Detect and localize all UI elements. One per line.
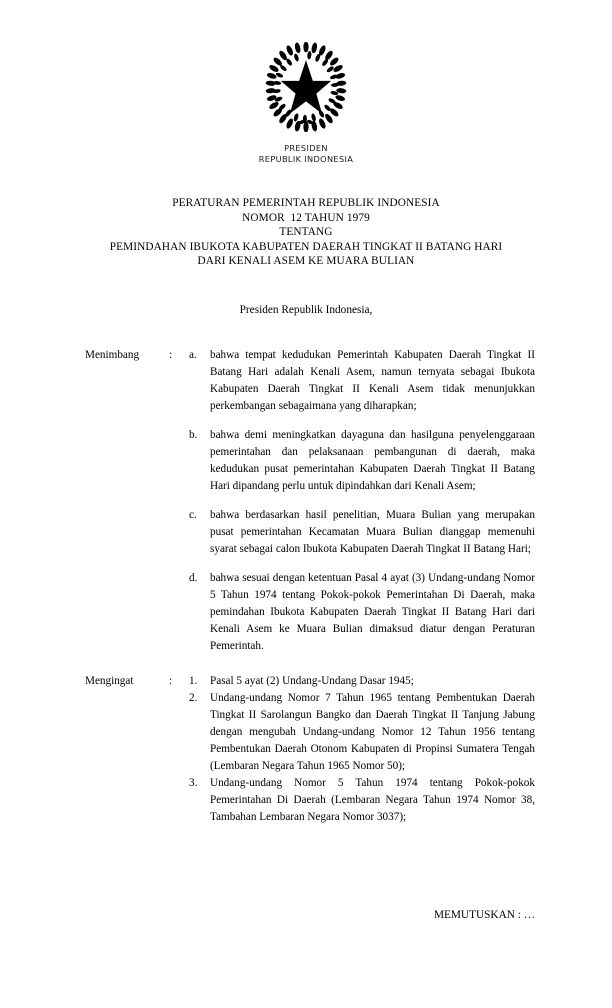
mengingat-colon: : <box>169 674 173 687</box>
title-line-regulation: PERATURAN PEMERINTAH REPUBLIK INDONESIA <box>172 197 440 209</box>
item-marker: c. <box>189 508 197 521</box>
item-text: bahwa sesuai dengan ketentuan Pasal 4 ayat (3) Undang-undang Nomor 5 Tahun 1974 tentang Pokok-pokok Pemerintahan Di Daerah, maka pemindahan Ibukota Kabupaten Daerah Tingkat II Batang Hari dari Kenali Asem ke Muara Bulian dimaksud diatur dengan Peraturan Pemerintah. <box>210 571 535 652</box>
menimbang-items <box>189 347 535 655</box>
emblem-caption-line-1: PRESIDEN <box>284 143 328 153</box>
title-line-subject-1: PEMINDAHAN IBUKOTA KABUPATEN DAERAH TINGKAT II BATANG HARI <box>109 240 503 253</box>
item-text: Undang-undang Nomor 7 Tahun 1965 tentang Pembentukan Daerah Tingkat II Sarolangun Bangko dan Daerah Tingkat II Tanjung Jabung dengan mengubah Undang-undang Nomor 12 Tahun 1956 tentang Pembentukan Daerah Otonom Kabupaten di Propinsi Sumatera Tengah (Lembaran Negara Tahun 1965 Nomor 50); <box>210 691 535 772</box>
document-title <box>0 196 612 269</box>
list-item <box>189 347 535 415</box>
title-line-number: NOMOR 12 TAHUN 1979 <box>242 211 370 224</box>
item-text: bahwa tempat kedudukan Pemerintah Kabupaten Daerah Tingkat II Batang Hari adalah Kenali Asem, namun ternyata sebagai Ibukota Kabupaten Daerah Tingkat II Kenali Asem tidak menunjukkan perkembangan sebagaimana yang diharapkan; <box>210 348 535 412</box>
clause-section <box>0 347 612 826</box>
list-item <box>189 507 535 558</box>
mengingat-label: Mengingat <box>85 674 134 687</box>
title-line-subject-2: DARI KENALI ASEM KE MUARA BULIAN <box>197 255 415 268</box>
emblem-caption-line-2: REPUBLIK INDONESIA <box>258 153 354 164</box>
mengingat-group <box>85 673 535 826</box>
menimbang-group <box>85 347 535 655</box>
item-text: bahwa berdasarkan hasil penelitian, Muara Bulian yang merupakan pusat pemerintahan Kecamatan Muara Bulian dianggap memenuhi syarat sebagai calon Ibukota Kabupaten Daerah Tingkat II Batang Hari; <box>210 508 535 555</box>
item-text: Undang-undang Nomor 5 Tahun 1974 tentang Pokok-pokok Pemerintahan Di Daerah (Lembaran Negara Tahun 1974 Nomor 38, Tambahan Lembaran Negara Nomor 3037); <box>210 776 535 823</box>
item-marker: b. <box>189 428 198 441</box>
item-text: bahwa demi meningkatkan dayaguna dan hasilguna penyelenggaraan pemerintahan dan pelaksanaan pembangunan di daerah, maka kedudukan pusat pemerintahan Kabupaten Daerah Tingkat II Batang Hari dipandang perlu untuk dipindahkan dari Kenali Asem; <box>210 428 535 492</box>
garuda-star-wreath-emblem-icon <box>265 42 347 132</box>
emblem-caption <box>0 143 612 164</box>
list-item <box>189 673 535 690</box>
emblem-block <box>0 0 612 164</box>
item-marker: 2. <box>189 691 198 704</box>
memutuskan-footer <box>0 908 612 922</box>
item-marker: 1. <box>189 674 198 687</box>
menimbang-colon: : <box>169 348 173 361</box>
opening-line: Presiden Republik Indonesia, <box>239 303 373 316</box>
item-marker: a. <box>189 348 197 361</box>
mengingat-items <box>189 673 535 826</box>
list-item <box>189 570 535 655</box>
menimbang-label: Menimbang <box>85 348 140 361</box>
title-line-tentang: TENTANG <box>279 226 333 239</box>
list-item <box>189 427 535 495</box>
item-text: Pasal 5 ayat (2) Undang-Undang Dasar 1945; <box>210 674 414 687</box>
list-item <box>189 775 535 826</box>
list-item <box>189 690 535 775</box>
memutuskan-text: MEMUTUSKAN : … <box>433 909 535 921</box>
item-marker: 3. <box>189 776 198 789</box>
item-marker: d. <box>189 571 198 584</box>
